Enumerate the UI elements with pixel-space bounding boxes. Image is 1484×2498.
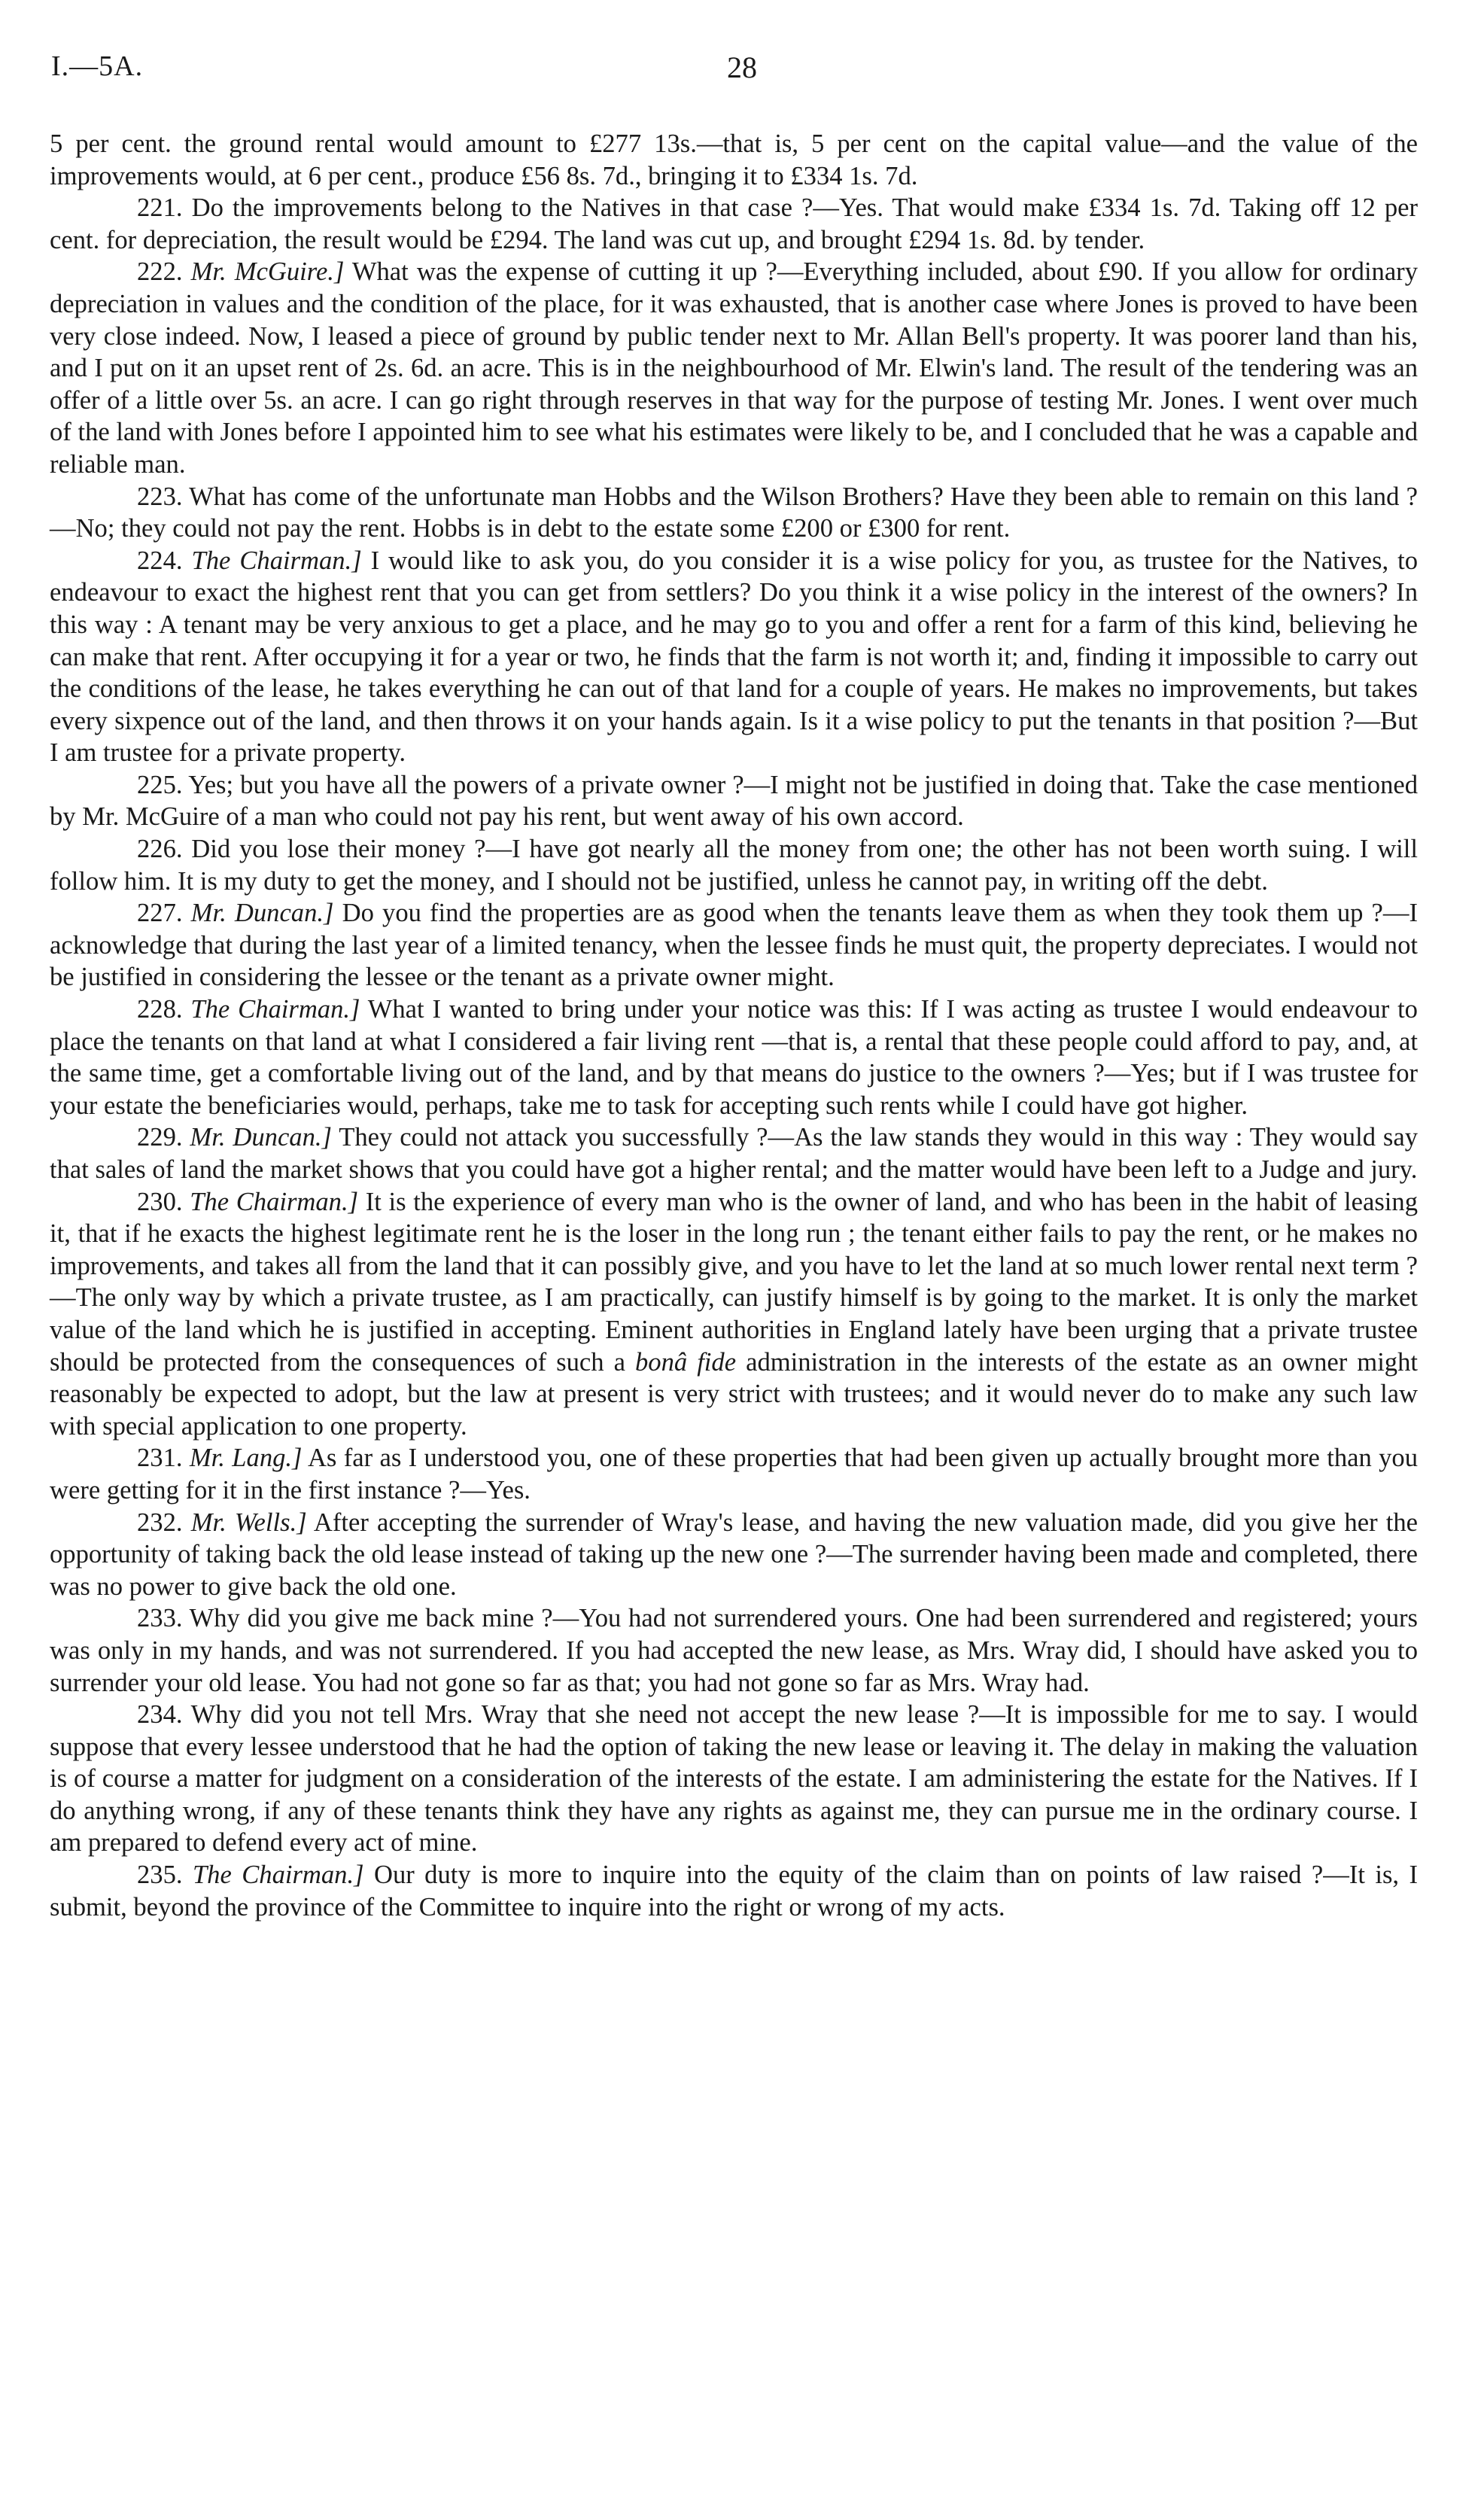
paragraph-text: 221. Do the improvements belong to the Natives in that case ?—Yes. That would make £334 1s. 7d. Taking off 12 per cent. for depreciation, the result would be £294. The land was cut up, and brought £294 1s. 8d. by tender.	[50, 193, 1418, 254]
paragraph-text: 233. Why did you give me back mine ?—You had not surrendered yours. One had been surrendered and registered; yours was only in my hands, and was not surrendered. If you had accepted the new lease, as Mrs. Wray did, I should have asked you to surrender your old lease. You had not gone so far as that; you had not gone so far as Mrs. Wray had.	[50, 1604, 1418, 1697]
paragraph-234	[50, 1699, 1418, 1859]
paragraph-text: As far as I understood you, one of these properties that had been given up actually brought more than you were getting for it in the first instance ?—Yes.	[50, 1444, 1418, 1505]
paragraph-222	[50, 256, 1418, 480]
paragraph-230	[50, 1186, 1418, 1443]
speaker-name: Mr. Duncan.]	[190, 1123, 332, 1152]
question-number: 227.	[137, 899, 183, 928]
question-number: 228.	[137, 995, 183, 1024]
question-number: 230.	[137, 1187, 183, 1216]
speaker-name: The Chairman.]	[190, 1187, 359, 1216]
paragraph-223	[50, 481, 1418, 545]
paragraph-text: What was the expense of cutting it up ?—Everything included, about £90. If you allow for ordinary depreciation in values and the condition of the place, for it was exhausted, that is another case where Jones is proved to have been very close indeed. Now, I leased a piece of ground by public tender next to Mr. Allan Bell's property. It was poorer land than his, and I put on it an upset rent of 2s. 6d. an acre. This is in the neighbourhood of Mr. Elwin's land. The result of the tendering was an offer of a little over 5s. an acre. I can go right through reserves in that way for the purpose of testing Mr. Jones. I went over much of the land with Jones before I appointed him to see what his estimates were likely to be, and I concluded that he was a capable and reliable man.	[50, 257, 1418, 479]
italic-phrase: bonâ fide	[635, 1347, 737, 1377]
paragraph-text: 234. Why did you not tell Mrs. Wray that she need not accept the new lease ?—It is impossible for me to say. I would suppose that every lessee understood that he had the option of taking the new lease or leaving it. The delay in making the valuation is of course a matter for judgment on a consideration of the interests of the estate. I am administering the estate for the Natives. If I do anything wrong, if any of these tenants think they have any rights as against me, they can pursue me in the ordinary course. I am prepared to defend every act of mine.	[50, 1700, 1418, 1858]
speaker-name: Mr. Lang.]	[189, 1444, 303, 1473]
question-number: 235.	[137, 1861, 183, 1890]
speaker-name: The Chairman.]	[191, 546, 362, 575]
question-number: 231.	[137, 1444, 183, 1473]
paragraph-221	[50, 192, 1418, 256]
speaker-name: The Chairman.]	[192, 1861, 364, 1890]
question-number: 229.	[137, 1123, 183, 1152]
document-reference: I.—5A.	[51, 50, 144, 82]
paragraph-228	[50, 993, 1418, 1121]
body-text	[50, 128, 1418, 1923]
paragraph-text: 5 per cent. the ground rental would amount to £277 13s.—that is, 5 per cent on the capital value—and the value of the improvements would, at 6 per cent., produce £56 8s. 7d., bringing it to £334 1s. 7d.	[50, 129, 1418, 190]
paragraph-229	[50, 1121, 1418, 1185]
paragraph-231	[50, 1442, 1418, 1506]
paragraph-text: They could not attack you successfully ?—As the law stands they would in this way : They would say that sales of land the market shows that you could have got a higher rental; and the matter would have been left to a Judge and jury.	[50, 1123, 1418, 1184]
page-number: 28	[727, 50, 757, 84]
paragraph-224	[50, 545, 1418, 769]
question-number: 222.	[137, 257, 183, 287]
paragraph-text: Do you find the properties are as good when the tenants leave them as when they took them up ?—I acknowledge that during the last year of a limited tenancy, when the lessee finds he must quit, the property depreciates. I would not be justified in considering the lessee or the tenant as a private owner might.	[50, 899, 1418, 992]
paragraph-227	[50, 897, 1418, 993]
paragraph-text: I would like to ask you, do you consider it is a wise policy for you, as trustee for the Natives, to endeavour to exact the highest rent that you can get from settlers? Do you think it a wise policy in the interest of the owners? In this way : A tenant may be very anxious to get a place, and he may go to you and offer a rent for a farm of this kind, believing he can make that rent. After occupying it for a year or two, he finds that the farm is not worth it; and, finding it impossible to carry out the conditions of the lease, he takes everything he can out of that land for a couple of years. He makes no improvements, but takes every sixpence out of the land, and then throws it on your hands again. Is it a wise policy to put the tenants in that position ?—But I am trustee for a private property.	[50, 546, 1418, 768]
paragraph-text: After accepting the surrender of Wray's lease, and having the new valuation made, did you give her the opportunity of taking back the old lease instead of taking up the new one ?—The surrender having been made and completed, there was no power to give back the old one.	[50, 1508, 1418, 1601]
paragraph-continuation	[50, 128, 1418, 192]
paragraph-text: 226. Did you lose their money ?—I have got nearly all the money from one; the other has not been worth suing. I will follow him. It is my duty to get the money, and I should not be justified, unless he cannot pay, in writing off the debt.	[50, 835, 1418, 896]
paragraph-235	[50, 1859, 1418, 1923]
speaker-name: Mr. McGuire.]	[190, 257, 345, 287]
paragraph-text: It is the experience of every man who is the owner of land, and who has been in the habit of leasing it, that if he exacts the highest legitimate rent he is the loser in the long run ; the tenant either fails to pay the rent, or he makes no improvements, and takes all from the land that it can possibly give, and you have to let the land at so much lower rental next term ? —The only way by which a private trustee, as I am practically, can justify himself is by going to the market. It is only the market value of the land which he is justified in accepting. Eminent authorities in England lately have been urging that a private trustee should be protected from the consequences of such a	[50, 1187, 1418, 1377]
page-header	[0, 50, 1484, 95]
speaker-name: Mr. Wells.]	[190, 1508, 307, 1537]
paragraph-text: 223. What has come of the unfortunate man Hobbs and the Wilson Brothers? Have they been able to remain on this land ?—No; they could not pay the rent. Hobbs is in debt to the estate some £200 or £300 for rent.	[50, 482, 1418, 543]
paragraph-225	[50, 769, 1418, 833]
question-number: 232.	[137, 1508, 183, 1537]
question-number: 224.	[137, 546, 183, 575]
paragraph-text: What I wanted to bring under your notice was this: If I was acting as trustee I would endeavour to place the tenants on that land at what I considered a fair living rent —that is, a rental that these people could afford to pay, and, at the same time, get a comfortable living out of the land, and by that means do justice to the owners ?—Yes; but if I was trustee for your estate the beneficiaries would, perhaps, take me to task for accepting such rents while I could have got higher.	[50, 995, 1418, 1120]
paragraph-text: Our duty is more to inquire into the equity of the claim than on points of law raised ?—It is, I submit, beyond the province of the Committee to inquire into the right or wrong of my acts.	[50, 1861, 1418, 1921]
speaker-name: Mr. Duncan.]	[190, 899, 334, 928]
paragraph-233	[50, 1602, 1418, 1699]
speaker-name: The Chairman.]	[190, 995, 360, 1024]
paragraph-232	[50, 1507, 1418, 1603]
paragraph-text-continued: administration in the interests of the estate as an owner might reasonably be expected to adopt, but the law at present is very strict with trustees; and it would never do to make any such law with special application to one property.	[50, 1347, 1418, 1441]
paragraph-text: 225. Yes; but you have all the powers of a private owner ?—I might not be justified in doing that. Take the case mentioned by Mr. McGuire of a man who could not pay his rent, but went away of his own accord.	[50, 770, 1418, 832]
paragraph-226	[50, 833, 1418, 897]
